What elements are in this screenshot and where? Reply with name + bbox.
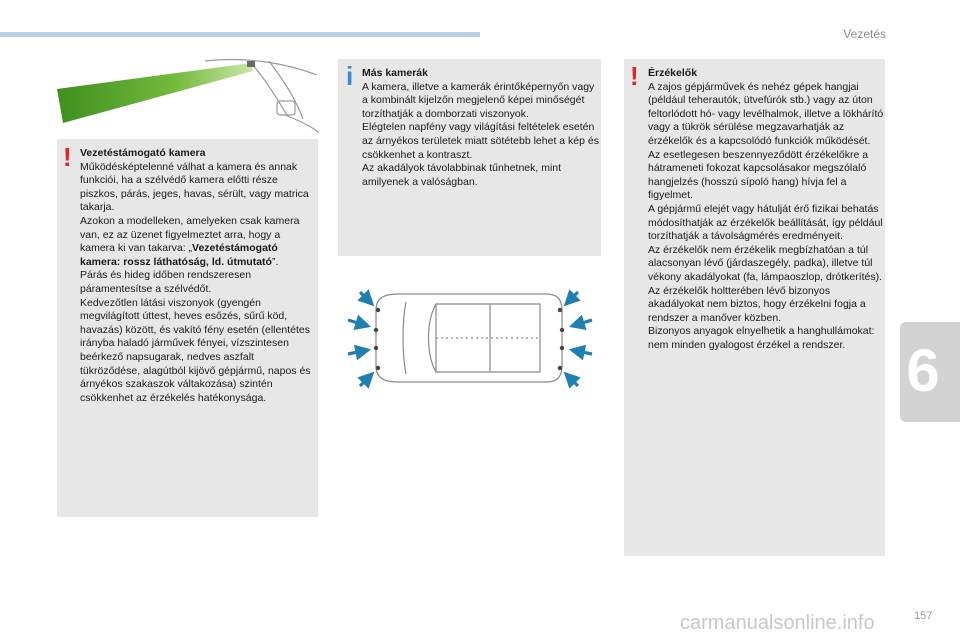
other-cameras-text — [362, 67, 601, 189]
sensor-arrow — [348, 320, 368, 326]
pillar-line — [269, 61, 303, 119]
sensor-dot — [558, 308, 562, 312]
camera-warning-text — [80, 147, 316, 405]
sensors-para-4: Az érzékelők nem érzékelik megbízhatóan a túl alacsonyan lévő (járdaszegély, padka), illetve túl vékony akadályokat (fa, lámpaoszlop, drótkerítés). — [648, 243, 883, 283]
info-icon: i — [346, 61, 354, 91]
sensors-para-3: A gépjármű elejét vagy hátulját érő fizikai behatás módosíthatják az érzékelők beállítását, így például torzíthatják a távolságmérés eredményeit. — [648, 202, 883, 243]
sensor-dot — [560, 346, 564, 350]
car-sensors-illustration — [340, 282, 605, 392]
camera-unit — [247, 61, 255, 67]
camera-para-2-start: Azokon a modelleken, amelyeken csak kamera van, ez az üzenet figyelmeztet arra, hogy a kamera ki van takarva: „ — [80, 214, 300, 255]
sensors-para-1: A zajos gépjárművek és nehéz gépek hangjai (például teherautók, ütvefúrók stb.) vagy az úton feltorlódott hó- vagy levélhalmok, illetve a lökhárító vagy a tükrök sérülése megzavarhatják az érzékelők és a kapcsolódó funkciók működését. — [648, 80, 884, 147]
camera-message: Vezetéstámogató kamera: rossz láthatóság, ld. útmutató — [80, 242, 278, 268]
camera-beam — [57, 63, 253, 123]
camera-para-3: Párás és hideg időben rendszeresen páramentesítse a szélvédőt. — [80, 269, 252, 295]
car-top-view — [376, 294, 562, 382]
header-bar — [0, 32, 480, 37]
chapter-tab — [900, 322, 960, 422]
sensors-title: Érzékelők — [648, 67, 698, 79]
other-para-1: A kamera, illetve a kamerák érintőképernyőn vagy a kombinált kijelzőn megjelenő képei minőségét torzíthatják a domborzati viszonyok. — [362, 80, 595, 120]
page-number: 157 — [914, 610, 933, 622]
other-para-3: Az akadályok távolabbinak tűnhetnek, mint amilyenek a valóságban. — [362, 162, 562, 188]
other-para-2: Elégtelen napfény vagy világítási feltételek esetén az árnyékos területek miatt sötétebb lehet a kép és csökkenhet a kontraszt. — [362, 121, 599, 161]
camera-title: Vezetéstámogató kamera — [80, 147, 206, 159]
warning-icon: ! — [630, 61, 639, 91]
sensor-dot — [560, 328, 564, 332]
sensor-arrow — [348, 350, 368, 354]
sensors-para-2: Az esetlegesen beszennyeződött érzékelőkre a hátrameneti fokozat kapcsolásakor megszólaló hangjelzés (hosszú sípoló hang) hívja fel a figyelmet. — [648, 148, 869, 202]
camera-para-4: Kedvezőtlen látási viszonyok (gyengén megvilágított úttest, heves esőzés, sűrű köd, havazás) között, és vakító fény esetén (ellentétes irányba haladó járművek fényei, vízszintesen beérkező napsugarak, nedves aszfalt tükröződése, alagútból kijövő gépjármű, napos és árnyékos szakaszok váltakozása) szintén csökkenhet az érzékelés hatékonysága. — [80, 296, 311, 404]
sensor-dot — [558, 366, 562, 370]
camera-para-2-end: ”. — [271, 255, 279, 268]
sensor-dot — [376, 366, 380, 370]
sensors-para-6: Bizonyos anyagok elnyelhetik a hanghullámokat: nem minden gyalogost érzékel a rendszer. — [648, 325, 875, 351]
sensor-arrow — [566, 374, 578, 386]
windshield-camera-illustration — [55, 55, 320, 140]
sensors-warning-text — [648, 67, 884, 352]
other-title: Más kamerák — [362, 67, 428, 79]
sensors-para-5: Az érzékelők holtterében lévő bizonyos akadályokat nem biztos, hogy érzékelni fogja a rendszer a manőver közben. — [648, 284, 866, 324]
sensor-arrow — [360, 292, 372, 304]
sensor-dot — [376, 308, 380, 312]
sensor-dot — [374, 346, 378, 350]
sensor-arrow — [360, 374, 372, 386]
sensor-arrow — [572, 350, 592, 354]
camera-para-1: Működésképtelenné válhat a kamera és annak funkciói, ha a szélvédő kamera előtti része piszkos, párás, jeges, havas, sérült, vagy matrica takarja. — [80, 160, 309, 214]
chapter-number: 6 — [906, 337, 940, 404]
sensor-dot — [374, 328, 378, 332]
sensor-arrow — [572, 320, 592, 326]
watermark: carmanualsonline.info — [680, 612, 875, 634]
sensor-arrow — [566, 292, 578, 304]
windshield-line — [251, 63, 287, 115]
camera-para-2 — [80, 215, 316, 269]
warning-icon: ! — [63, 142, 72, 172]
section-title: Vezetés — [843, 27, 886, 41]
